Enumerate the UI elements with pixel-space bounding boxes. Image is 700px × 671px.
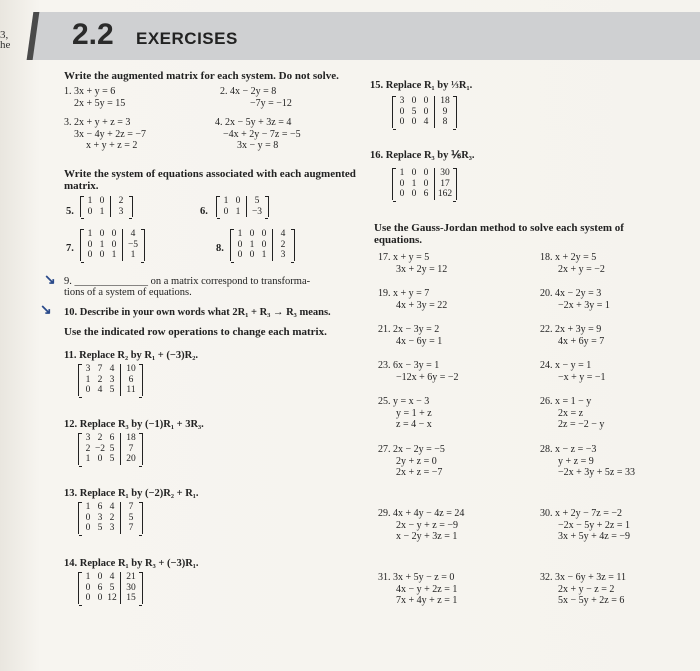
equation-line: y + z = 9	[558, 455, 594, 467]
matrix-cell: 5	[109, 443, 115, 454]
matrix-cell: 0	[249, 229, 255, 239]
matrix-7	[80, 229, 145, 261]
checkmark-icon: ↘	[44, 273, 56, 288]
matrix-cell: 11	[120, 385, 139, 396]
matrix-cell: 0	[85, 512, 91, 523]
exercise-32	[540, 572, 626, 607]
matrix-cell: 6	[120, 375, 139, 386]
matrix-cell: 9	[434, 107, 453, 118]
matrix-row	[84, 207, 129, 218]
matrix-cell: 6	[423, 189, 429, 199]
matrix-cell: 0	[411, 117, 417, 127]
matrix-cell: 0	[423, 96, 429, 106]
matrix-row	[82, 513, 139, 524]
matrix-cell: 4	[423, 117, 429, 127]
exercise-1: 1. 3x + y = 6 2x + 5y = 15	[64, 86, 126, 109]
matrix-row	[84, 229, 141, 240]
equation-line: 2x = z	[558, 407, 584, 419]
instruction-gauss: Use the Gauss-Jordan method to solve each system of	[374, 222, 624, 234]
equation-line: 22. 2x + 3y = 9	[540, 324, 602, 335]
matrix-cell: 18	[120, 433, 139, 444]
matrix-cell: 0	[85, 593, 91, 603]
matrix-row	[220, 196, 265, 207]
matrix-cell: 3	[110, 207, 129, 218]
matrix-cell: 17	[434, 179, 453, 190]
exercise-22	[540, 324, 604, 347]
matrix-cell: 20	[120, 454, 139, 465]
equation-line: y = 1 + z	[396, 407, 432, 419]
exercise-7-number: 7.	[66, 243, 74, 254]
equation-line: 7x + 4y + z = 1	[396, 595, 458, 606]
exercise-18	[540, 252, 605, 275]
matrix-row	[234, 229, 291, 240]
matrix-cell: 0	[399, 178, 405, 189]
instruction-write-system: Write the system of equations associated with each augmented	[64, 168, 356, 180]
matrix-row	[82, 572, 139, 583]
margin-text	[0, 30, 10, 50]
equation-line: −2x − 5y + 2z = 1	[558, 519, 630, 531]
matrix-row	[234, 240, 291, 251]
exercise-13-label: 13. Replace R₁ by (−2)R₂ + R₁.	[64, 488, 199, 499]
matrix-cell: 7	[120, 444, 139, 455]
exercise-31	[378, 572, 457, 607]
exercise-11-label: 11. Replace R₂ by R₁ + (−3)R₂.	[64, 350, 198, 361]
matrix-cell: 8	[434, 117, 453, 128]
matrix-cell: 3	[85, 364, 91, 374]
matrix-cell: −5	[122, 240, 141, 251]
equation-line: z = 4 − x	[396, 419, 432, 430]
equation-line: −2x + 3y + 5z = 33	[558, 467, 635, 478]
exercise-16-label: 16. Replace R₃ by ⅙R₃.	[370, 150, 475, 161]
matrix-cell: 3	[85, 433, 91, 443]
matrix-row	[220, 207, 265, 218]
matrix-cell: 2	[109, 512, 115, 523]
matrix-16	[392, 168, 457, 200]
matrix-cell: 3	[272, 250, 291, 261]
matrix-row	[82, 444, 139, 455]
matrix-cell: 7	[120, 502, 139, 513]
matrix-cell: 0	[411, 189, 417, 199]
equation-line: 24. x − y = 1	[540, 360, 592, 371]
matrix-cell: 2	[97, 433, 103, 443]
matrix-cell: 1	[87, 229, 93, 239]
matrix-cell: 6	[97, 582, 103, 593]
matrix-11	[78, 364, 143, 396]
equation-line: 4x − 6y = 1	[396, 335, 443, 347]
matrix-cell: 5	[120, 513, 139, 524]
exercise-23	[378, 360, 459, 383]
matrix-cell: 1	[87, 196, 93, 206]
equation-line: 25. y = x − 3	[378, 396, 430, 407]
equation-line: 2x + z = −7	[396, 467, 443, 478]
matrix-cell: 1	[111, 250, 117, 260]
exercise-2: 2. 4x − 2y = 8 −7y = −12	[220, 86, 292, 109]
matrix-13	[78, 502, 143, 534]
matrix-row	[396, 168, 453, 179]
equation-line: 19. x + y = 7	[378, 288, 430, 299]
matrix-cell: 7	[97, 364, 103, 374]
matrix-cell: 4	[109, 572, 115, 582]
matrix-cell: 0	[237, 250, 243, 260]
matrix-cell: 12	[107, 593, 117, 603]
matrix-row	[84, 196, 129, 207]
matrix-row	[84, 250, 141, 261]
matrix-cell: 18	[434, 96, 453, 107]
matrix-cell: 0	[97, 454, 103, 464]
matrix-cell: 0	[235, 196, 241, 206]
matrix-cell: 0	[223, 206, 229, 217]
matrix-cell: 5	[411, 106, 417, 117]
matrix-row	[82, 433, 139, 444]
matrix-cell: 2	[97, 374, 103, 385]
matrix-cell: 6	[97, 502, 103, 512]
matrix-cell: 1	[122, 250, 141, 261]
matrix-cell: 0	[411, 96, 417, 106]
equation-line: 4x + 3y = 22	[396, 299, 448, 311]
instruction-write-system-2: matrix.	[64, 180, 99, 192]
equation-line: 18. x + 2y = 5	[540, 252, 597, 263]
equation-line: 2y + z = 0	[396, 455, 437, 467]
equation-line: −12x + 6y = −2	[396, 371, 459, 383]
matrix-8	[230, 229, 295, 261]
title-band	[27, 12, 700, 60]
matrix-cell: 0	[111, 239, 117, 250]
equation-line: 29. 4x + 4y − 4z = 24	[378, 508, 465, 519]
matrix-cell: 1	[85, 374, 91, 385]
exercise-4: 4. 2x − 5y + 3z = 4 −4x + 2y − 7z = −5 3x − y = 8	[215, 117, 301, 151]
matrix-cell: 0	[85, 385, 91, 395]
matrix-cell: 30	[434, 168, 453, 179]
matrix-cell: 1	[235, 206, 241, 217]
exercise-26	[540, 396, 604, 431]
equation-line: 4x − y + 2z = 1	[396, 583, 458, 595]
equation-line: 28. x − z = −3	[540, 444, 597, 455]
matrix-row	[82, 502, 139, 513]
equation-line: 27. 2x − 2y = −5	[378, 444, 445, 455]
exercise-6-number: 6.	[200, 206, 208, 217]
exercise-25	[378, 396, 432, 431]
matrix-6	[216, 196, 269, 217]
matrix-row	[82, 523, 139, 534]
equation-line: 2x + y = −2	[558, 263, 605, 275]
equation-line: 2z = −2 − y	[558, 419, 605, 430]
equation-line: −2x + 3y = 1	[558, 299, 610, 311]
matrix-row	[396, 179, 453, 190]
matrix-cell: 2	[85, 443, 91, 454]
equation-line: 26. x = 1 − y	[540, 396, 592, 407]
exercise-5-number: 5.	[66, 206, 74, 217]
matrix-row	[396, 107, 453, 118]
matrix-cell: 5	[109, 582, 115, 593]
exercise-30	[540, 508, 630, 543]
equation-line: 5x − 5y + 2z = 6	[558, 595, 625, 606]
matrix-cell: 0	[99, 196, 105, 206]
matrix-cell: −2	[94, 443, 106, 454]
matrix-cell: 1	[85, 454, 91, 464]
matrix-cell: 3	[399, 96, 405, 106]
section-title: EXERCISES	[136, 29, 238, 48]
matrix-cell: 1	[85, 502, 91, 512]
matrix-cell: 1	[411, 178, 417, 189]
exercise-20	[540, 288, 610, 311]
matrix-row	[234, 250, 291, 261]
matrix-cell: 0	[97, 572, 103, 582]
equation-line: 31. 3x + 5y − z = 0	[378, 572, 455, 583]
equation-line: 23. 6x − 3y = 1	[378, 360, 440, 371]
matrix-cell: 0	[99, 250, 105, 260]
matrix-15	[392, 96, 457, 128]
matrix-cell: 3	[109, 523, 115, 533]
matrix-cell: 0	[97, 593, 103, 603]
matrix-row	[396, 96, 453, 107]
matrix-cell: 3	[97, 512, 103, 523]
matrix-cell: 15	[120, 593, 139, 604]
matrix-cell: 0	[85, 582, 91, 593]
matrix-cell: 10	[120, 364, 139, 375]
equation-line: 17. x + y = 5	[378, 252, 430, 263]
equation-line: 20. 4x − 2y = 3	[540, 288, 602, 299]
matrix-row	[82, 375, 139, 386]
matrix-cell: 5	[97, 523, 103, 533]
matrix-cell: 162	[434, 189, 453, 200]
matrix-cell: 1	[261, 250, 267, 260]
matrix-cell: 1	[99, 239, 105, 250]
matrix-5	[80, 196, 133, 217]
matrix-cell: 1	[237, 229, 243, 239]
equation-line: 32. 3x − 6y + 3z = 11	[540, 572, 626, 583]
matrix-row	[82, 454, 139, 465]
matrix-cell: 0	[261, 229, 267, 239]
matrix-14	[78, 572, 143, 604]
equation-line: 3x + 5y + 4z = −9	[558, 531, 630, 542]
matrix-cell: 0	[411, 168, 417, 178]
matrix-row	[82, 385, 139, 396]
matrix-cell: 6	[109, 433, 115, 443]
exercise-21	[378, 324, 442, 347]
equation-line: 21. 2x − 3y = 2	[378, 324, 440, 335]
checkmark-icon: ↘	[40, 303, 52, 318]
margin-line: 3,	[0, 29, 9, 41]
exercise-12-label: 12. Replace R₃ by (−1)R₁ + 3R₃.	[64, 419, 204, 430]
matrix-row	[82, 583, 139, 594]
matrix-row	[396, 117, 453, 128]
matrix-row	[82, 364, 139, 375]
matrix-cell: 3	[109, 374, 115, 385]
section-number: 2.2	[72, 18, 114, 51]
matrix-cell: 2	[110, 196, 129, 207]
matrix-cell: 4	[97, 385, 103, 395]
exercise-27	[378, 444, 445, 479]
matrix-12	[78, 433, 143, 465]
exercise-3: 3. 2x + y + z = 3 3x − 4y + 2z = −7 x + y + z = 2	[64, 117, 146, 151]
matrix-cell: 5	[246, 196, 265, 207]
matrix-row	[84, 240, 141, 251]
matrix-cell: 0	[87, 250, 93, 260]
matrix-cell: 4	[109, 502, 115, 512]
matrix-cell: 0	[249, 250, 255, 260]
matrix-row	[82, 593, 139, 604]
matrix-cell: 0	[99, 229, 105, 239]
matrix-cell: 0	[237, 239, 243, 250]
exercise-15-label: 15. Replace R₁ by ⅓R₁.	[370, 80, 473, 91]
equation-line: 2x − y + z = −9	[396, 519, 458, 531]
equation-line: 4x + 6y = 7	[558, 335, 605, 347]
matrix-cell: 4	[272, 229, 291, 240]
matrix-cell: 2	[272, 240, 291, 251]
margin-line: he	[0, 39, 11, 51]
instruction-row-ops: Use the indicated row operations to change each matrix.	[64, 326, 327, 338]
matrix-cell: 1	[85, 572, 91, 582]
matrix-cell: 0	[111, 229, 117, 239]
exercise-28	[540, 444, 635, 479]
matrix-cell: 0	[261, 239, 267, 250]
exercise-14-label: 14. Replace R₁ by R₃ + (−3)R₁.	[64, 558, 199, 569]
matrix-cell: 0	[423, 178, 429, 189]
matrix-row	[396, 189, 453, 200]
exercise-29	[378, 508, 464, 543]
matrix-cell: 1	[99, 206, 105, 217]
matrix-cell: 5	[109, 454, 115, 464]
matrix-cell: 21	[120, 572, 139, 583]
matrix-cell: 1	[249, 239, 255, 250]
equation-line: 30. x + 2y − 7z = −2	[540, 508, 622, 519]
matrix-cell: −3	[246, 207, 265, 218]
matrix-cell: 4	[109, 364, 115, 374]
exercise-8-number: 8.	[216, 243, 224, 254]
matrix-cell: 0	[423, 106, 429, 117]
matrix-cell: 0	[399, 106, 405, 117]
matrix-cell: 1	[223, 196, 229, 206]
exercise-9: 9. ______________ on a matrix correspond to transforma- tions of a system of equations.	[64, 276, 311, 298]
matrix-cell: 30	[120, 583, 139, 594]
exercise-24	[540, 360, 606, 383]
exercise-19	[378, 288, 447, 311]
equation-line: 3x + 2y = 12	[396, 263, 448, 275]
matrix-cell: 1	[399, 168, 405, 178]
matrix-cell: 0	[399, 117, 405, 127]
exercise-17	[378, 252, 447, 275]
matrix-cell: 0	[85, 523, 91, 533]
instruction-gauss-2: equations.	[374, 234, 422, 246]
equation-line: x − 2y + 3z = 1	[396, 531, 458, 542]
matrix-cell: 0	[87, 239, 93, 250]
matrix-cell: 0	[423, 168, 429, 178]
equation-line: −x + y = −1	[558, 371, 606, 383]
matrix-cell: 5	[109, 385, 115, 395]
matrix-cell: 7	[120, 523, 139, 534]
matrix-cell: 0	[399, 189, 405, 199]
exercise-10: 10. Describe in your own words what 2R₁ + R₃ → R₃ means.	[64, 307, 331, 318]
matrix-cell: 0	[87, 206, 93, 217]
instruction-augmented: Write the augmented matrix for each system. Do not solve.	[64, 70, 339, 82]
matrix-cell: 4	[122, 229, 141, 240]
equation-line: 2x + y − z = 2	[558, 583, 615, 595]
